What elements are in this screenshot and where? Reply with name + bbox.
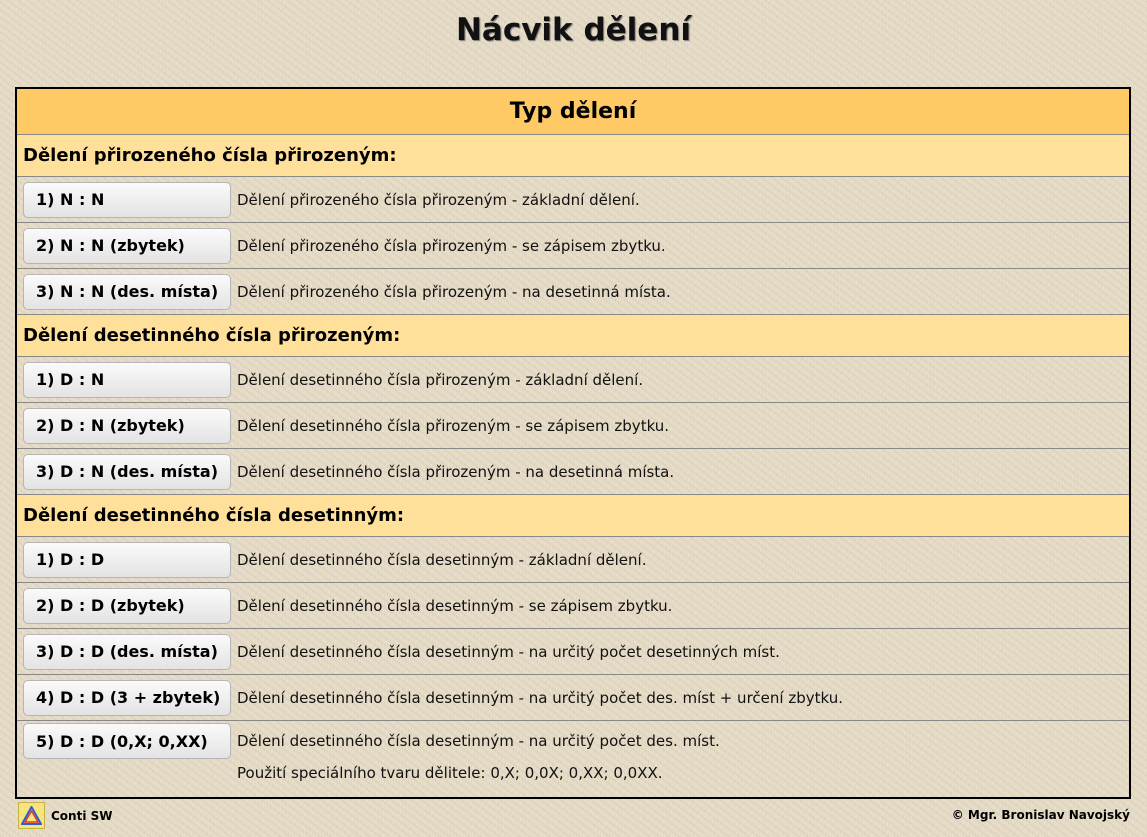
list-item xyxy=(17,583,1129,629)
list-item xyxy=(17,403,1129,449)
dn-remainder-button[interactable]: 2) D : N (zbytek) xyxy=(23,408,231,444)
item-description: Dělení desetinného čísla přirozeným - na desetinná místa. xyxy=(237,462,675,481)
dd-places-remainder-button[interactable]: 4) D : D (3 + zbytek) xyxy=(23,680,231,716)
nn-remainder-button[interactable]: 2) N : N (zbytek) xyxy=(23,228,231,264)
item-description: Dělení desetinného čísla desetinným - se zápisem zbytku. xyxy=(237,596,673,615)
list-item xyxy=(17,269,1129,315)
logo-text: Conti SW xyxy=(51,808,113,823)
section-heading-decimal-by-decimal: Dělení desetinného čísla desetinným: xyxy=(17,495,1129,537)
item-description: Dělení desetinného čísla desetinným - na určitý počet desetinných míst. xyxy=(237,642,780,661)
item-description-line2: Použití speciálního tvaru dělitele: 0,X; 0,0X; 0,XX; 0,0XX. xyxy=(237,764,663,782)
page-title: Nácvik dělení xyxy=(455,12,692,48)
section-heading-decimal-by-natural: Dělení desetinného čísla přirozeným: xyxy=(17,315,1129,357)
table-header: Typ dělení xyxy=(17,89,1129,135)
list-item xyxy=(17,177,1129,223)
item-description: Dělení desetinného čísla přirozeným - základní dělení. xyxy=(237,370,644,389)
list-item xyxy=(17,223,1129,269)
dd-remainder-button[interactable]: 2) D : D (zbytek) xyxy=(23,588,231,624)
item-description-line1: Dělení desetinného čísla desetinným - na určitý počet des. míst. xyxy=(237,732,720,750)
list-item xyxy=(17,537,1129,583)
list-item xyxy=(17,449,1129,495)
dn-basic-button[interactable]: 1) D : N xyxy=(23,362,231,398)
copyright: © Mgr. Bronislav Navojský xyxy=(951,808,1130,822)
item-description: Dělení desetinného čísla desetinným - na určitý počet des. míst + určení zbytku. xyxy=(237,688,843,707)
list-item xyxy=(17,629,1129,675)
item-description: Dělení přirozeného čísla přirozeným - základní dělení. xyxy=(237,190,640,209)
division-type-table xyxy=(15,87,1131,799)
list-item xyxy=(17,675,1129,721)
list-item xyxy=(17,721,1129,809)
nn-basic-button[interactable]: 1) N : N xyxy=(23,182,231,218)
conti-sw-logo-icon xyxy=(18,802,45,829)
item-description: Dělení přirozeného čísla přirozeným - na desetinná místa. xyxy=(237,282,671,301)
footer-logo xyxy=(18,802,113,829)
dn-decimal-places-button[interactable]: 3) D : N (des. místa) xyxy=(23,454,231,490)
dd-basic-button[interactable]: 1) D : D xyxy=(23,542,231,578)
item-description: Dělení desetinného čísla přirozeným - se zápisem zbytku. xyxy=(237,416,670,435)
list-item xyxy=(17,357,1129,403)
dd-special-divisor-button[interactable]: 5) D : D (0,X; 0,XX) xyxy=(23,723,231,759)
item-description: Dělení přirozeného čísla přirozeným - se zápisem zbytku. xyxy=(237,236,666,255)
item-description xyxy=(237,723,720,783)
section-heading-natural-by-natural: Dělení přirozeného čísla přirozeným: xyxy=(17,135,1129,177)
nn-decimal-places-button[interactable]: 3) N : N (des. místa) xyxy=(23,274,231,310)
dd-decimal-places-button[interactable]: 3) D : D (des. místa) xyxy=(23,634,231,670)
item-description: Dělení desetinného čísla desetinným - základní dělení. xyxy=(237,550,647,569)
